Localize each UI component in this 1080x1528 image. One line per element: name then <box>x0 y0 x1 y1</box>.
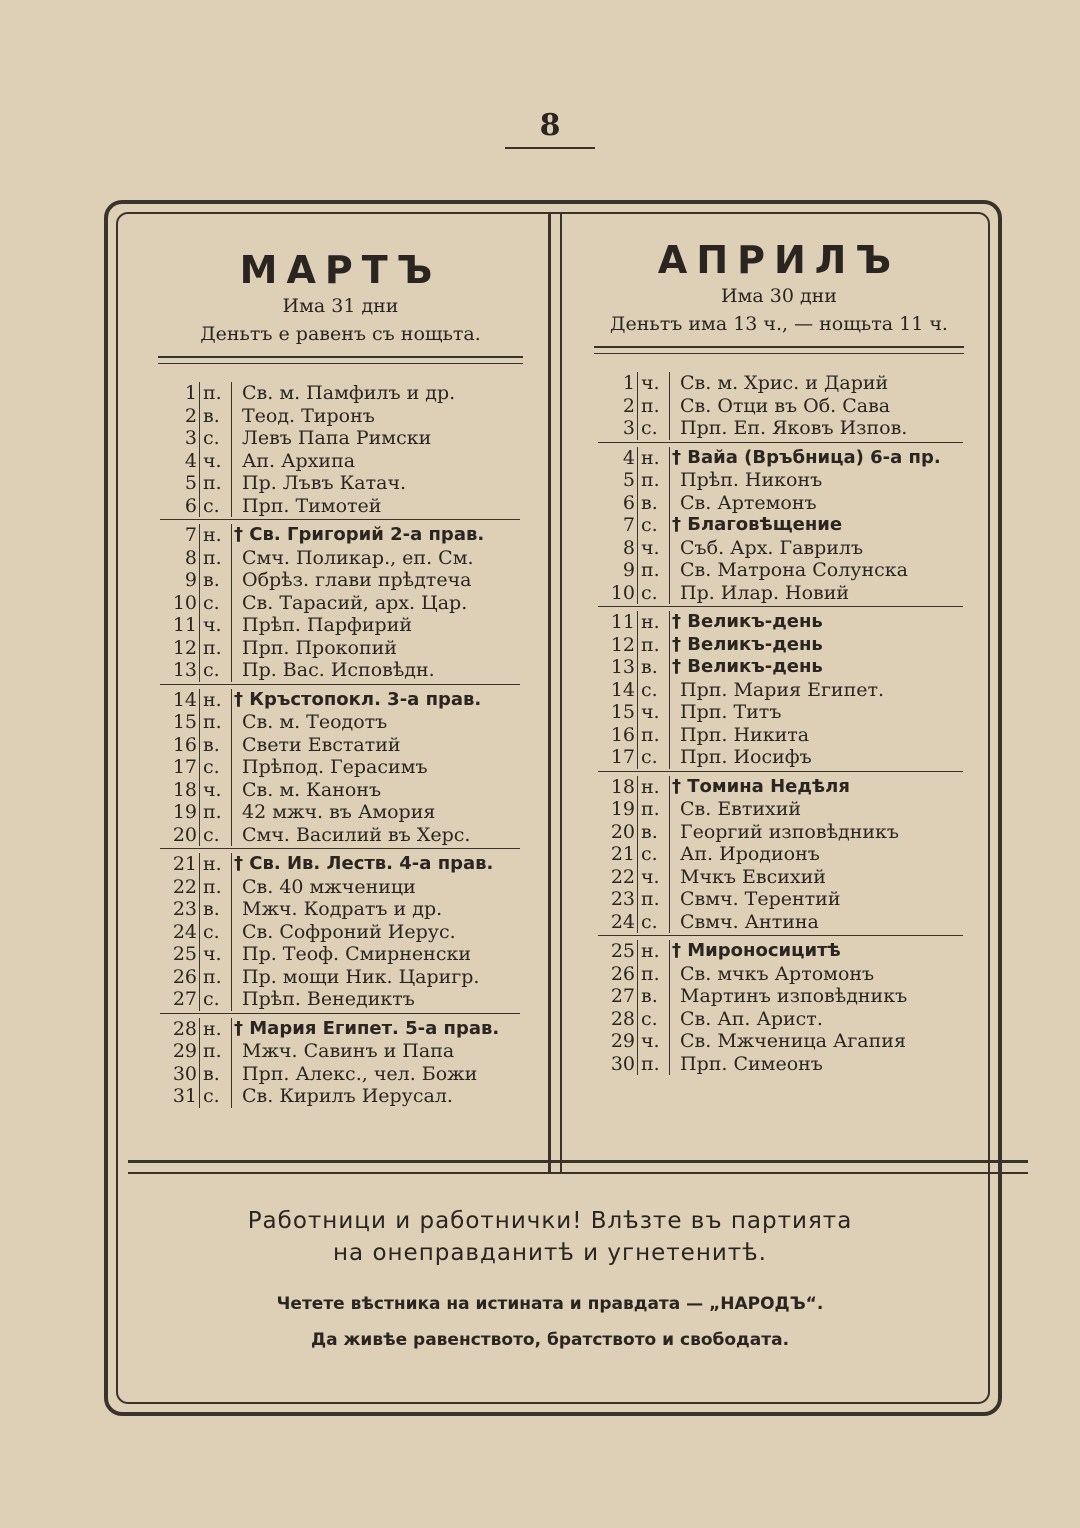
day-number: 26 <box>160 966 200 989</box>
weekday-abbrev: н. <box>200 1018 232 1041</box>
day-number: 5 <box>160 472 200 495</box>
weekday-abbrev: н. <box>200 689 232 712</box>
day-number: 3 <box>160 427 200 450</box>
page-number-rule <box>505 147 595 149</box>
saint-name: Мартинъ изповѣдникъ <box>680 985 908 1007</box>
day-number: 9 <box>160 569 200 592</box>
day-number: 21 <box>160 853 200 876</box>
weekday-abbrev: с. <box>638 1008 670 1031</box>
weekday-abbrev: н. <box>200 853 232 876</box>
day-number: 1 <box>598 372 638 395</box>
day-number: 22 <box>598 866 638 889</box>
feast-day-name: † Св. Ив. Лeств. 4-а прав. <box>234 853 494 874</box>
day-number: 17 <box>598 746 638 769</box>
weekday-abbrev: п. <box>638 634 670 657</box>
weekday-abbrev: с. <box>200 1085 232 1108</box>
april-week-1 <box>598 368 963 443</box>
feast-day-name: † Мироносицитѣ <box>672 940 841 961</box>
day-number: 16 <box>160 734 200 757</box>
saint-name: Смч. Василий въ Херс. <box>242 823 471 846</box>
section-divider <box>128 1160 1028 1174</box>
weekday-abbrev: в. <box>200 1063 232 1086</box>
day-number: 5 <box>598 469 638 492</box>
day-number: 14 <box>598 679 638 702</box>
day-number: 11 <box>598 611 638 634</box>
day-row <box>160 1040 520 1063</box>
march-week-4 <box>160 849 520 1014</box>
april-week-4 <box>598 772 963 937</box>
weekday-abbrev: п. <box>200 711 232 734</box>
saint-name: Прѣп. Никонъ <box>680 469 823 491</box>
day-row <box>160 943 520 966</box>
weekday-abbrev: с. <box>638 514 670 537</box>
feast-day-name: † Вайа (Връбница) 6-а пр. <box>672 446 941 468</box>
feast-day-name: † Великъ-день <box>672 611 823 632</box>
saint-name: Левъ Папа Римски <box>242 427 432 449</box>
weekday-abbrev: н. <box>638 940 670 963</box>
day-row <box>598 724 963 747</box>
weekday-abbrev: п. <box>638 395 670 418</box>
day-number: 20 <box>598 821 638 844</box>
weekday-abbrev: с. <box>638 582 670 605</box>
saint-name: Св. Артемонъ <box>680 491 817 514</box>
saint-name: Мчкъ Евсихий <box>680 865 826 888</box>
day-row <box>598 634 963 657</box>
day-row <box>598 417 963 440</box>
day-number: 18 <box>160 779 200 802</box>
saint-name: Пр. Илар. Новий <box>680 581 850 604</box>
day-row <box>160 711 520 734</box>
weekday-abbrev: н. <box>638 447 670 470</box>
day-row <box>598 679 963 702</box>
weekday-abbrev: ч. <box>200 943 232 966</box>
saint-name: Св. Отци въ Об. Сава <box>680 394 891 417</box>
feast-day-name: † Великъ-день <box>672 656 823 677</box>
day-number: 23 <box>598 888 638 911</box>
weekday-abbrev: п. <box>638 1053 670 1076</box>
weekday-abbrev: п. <box>638 559 670 582</box>
day-row <box>598 776 963 799</box>
weekday-abbrev: ч. <box>200 450 232 473</box>
weekday-abbrev: ч. <box>638 701 670 724</box>
day-number: 21 <box>598 843 638 866</box>
day-number: 29 <box>598 1030 638 1053</box>
weekday-abbrev: н. <box>638 611 670 634</box>
saint-name: Обрѣз. глави прѣдтеча <box>242 569 472 591</box>
day-row <box>598 888 963 911</box>
weekday-abbrev: п. <box>200 547 232 570</box>
weekday-abbrev: п. <box>200 966 232 989</box>
day-number: 30 <box>160 1063 200 1086</box>
day-row <box>160 1063 520 1086</box>
march-daylight: Деньтъ е равенъ съ нощьта. <box>200 323 481 345</box>
page-number: 8 <box>539 108 561 143</box>
april-header <box>594 238 964 354</box>
day-number: 10 <box>160 592 200 615</box>
weekday-abbrev: п. <box>638 888 670 911</box>
saint-name: Прѣпод. Герасимъ <box>242 756 428 778</box>
day-row <box>160 734 520 757</box>
ad-slogan-line1: Работници и работнички! Влѣзте въ партията <box>247 1208 853 1234</box>
saint-name: Св. м. Хрис. и Дарий <box>680 372 889 394</box>
ad-newspaper-line: Четете вѣстника на истината и правдата — „НАРОДЪ“. <box>276 1294 824 1314</box>
day-row <box>598 985 963 1008</box>
march-days-count: Има 31 дни <box>282 295 399 317</box>
party-advertisement <box>150 1205 950 1353</box>
march-week-2 <box>160 520 520 685</box>
weekday-abbrev: с. <box>638 679 670 702</box>
day-row <box>160 1018 520 1041</box>
day-number: 11 <box>160 614 200 637</box>
day-number: 30 <box>598 1053 638 1076</box>
day-row <box>160 921 520 944</box>
day-number: 27 <box>160 988 200 1011</box>
saint-name: Пр. Вас. Исповѣдн. <box>242 659 435 681</box>
march-week-5 <box>160 1014 520 1110</box>
day-row <box>598 963 963 986</box>
day-row <box>160 569 520 592</box>
weekday-abbrev: в. <box>200 898 232 921</box>
saint-name: Прп. Мария Египет. <box>680 678 885 701</box>
saint-name: Мжч. Кодратъ и др. <box>242 898 443 920</box>
april-days-count: Има 30 дни <box>721 285 837 307</box>
day-row <box>160 689 520 712</box>
day-number: 4 <box>160 450 200 473</box>
day-row <box>160 824 520 847</box>
saint-name: Св. Кирилъ Иерусал. <box>242 1085 453 1107</box>
march-week-1 <box>160 378 520 520</box>
march-header-rule <box>158 356 523 364</box>
march-week-3 <box>160 685 520 850</box>
day-number: 13 <box>160 659 200 682</box>
april-day-list <box>598 368 963 1077</box>
april-week-2 <box>598 443 963 608</box>
day-number: 15 <box>160 711 200 734</box>
weekday-abbrev: в. <box>638 821 670 844</box>
day-row <box>598 559 963 582</box>
april-week-3 <box>598 607 963 772</box>
saint-name: Прп. Тимотей <box>242 494 382 517</box>
day-number: 31 <box>160 1085 200 1108</box>
weekday-abbrev: в. <box>638 985 670 1008</box>
feast-day-name: † Мария Египет. 5-а прав. <box>234 1017 500 1039</box>
day-number: 18 <box>598 776 638 799</box>
weekday-abbrev: с. <box>200 824 232 847</box>
weekday-abbrev: ч. <box>638 1030 670 1053</box>
day-row <box>598 537 963 560</box>
weekday-abbrev: н. <box>638 776 670 799</box>
weekday-abbrev: п. <box>200 637 232 660</box>
weekday-abbrev: п. <box>638 798 670 821</box>
saint-name: Георгий изповѣдникъ <box>680 820 900 843</box>
weekday-abbrev: п. <box>200 876 232 899</box>
saint-name: Прѣп. Парфирий <box>242 614 413 636</box>
day-row <box>160 405 520 428</box>
day-number: 19 <box>160 801 200 824</box>
weekday-abbrev: с. <box>638 843 670 866</box>
saint-name: Прп. Алекс., чел. Божи <box>242 1062 478 1085</box>
day-row <box>598 611 963 634</box>
day-row <box>160 966 520 989</box>
day-number: 1 <box>160 382 200 405</box>
weekday-abbrev: с. <box>638 746 670 769</box>
weekday-abbrev: с. <box>200 659 232 682</box>
day-row <box>598 821 963 844</box>
april-title: АПРИЛЪ <box>657 238 901 282</box>
saint-name: Ап. Иродионъ <box>680 843 820 865</box>
ad-slogan-line2: на онеправданитѣ и угнетенитѣ. <box>333 1240 767 1266</box>
weekday-abbrev: с. <box>200 495 232 518</box>
saint-name: 42 мжч. въ Амория <box>242 801 436 823</box>
day-number: 12 <box>160 637 200 660</box>
day-number: 27 <box>598 985 638 1008</box>
day-number: 25 <box>598 940 638 963</box>
day-number: 12 <box>598 634 638 657</box>
day-row <box>598 1030 963 1053</box>
saint-name: Св. Евтихий <box>680 798 802 820</box>
saint-name: Мжч. Савинъ и Папа <box>242 1040 455 1062</box>
day-row <box>598 866 963 889</box>
weekday-abbrev: ч. <box>200 614 232 637</box>
day-number: 13 <box>598 656 638 679</box>
weekday-abbrev: в. <box>638 656 670 679</box>
day-row <box>598 492 963 515</box>
day-row <box>598 1053 963 1076</box>
feast-day-name: † Благовѣщение <box>672 514 843 535</box>
weekday-abbrev: с. <box>200 427 232 450</box>
weekday-abbrev: в. <box>200 569 232 592</box>
saint-name: Св. м. Памфилъ и др. <box>242 382 456 404</box>
weekday-abbrev: п. <box>638 724 670 747</box>
day-row <box>598 940 963 963</box>
feast-day-name: † Св. Григорий 2-а прав. <box>234 524 485 545</box>
day-number: 10 <box>598 582 638 605</box>
day-row <box>160 853 520 876</box>
day-number: 8 <box>160 547 200 570</box>
day-row <box>160 637 520 660</box>
column-divider <box>548 212 562 1172</box>
weekday-abbrev: с. <box>638 417 670 440</box>
day-row <box>160 876 520 899</box>
day-number: 6 <box>598 492 638 515</box>
day-number: 3 <box>598 417 638 440</box>
weekday-abbrev: в. <box>200 734 232 757</box>
day-row <box>160 779 520 802</box>
day-number: 15 <box>598 701 638 724</box>
saint-name: Прѣп. Венедиктъ <box>242 988 415 1010</box>
day-row <box>160 1085 520 1108</box>
day-number: 8 <box>598 537 638 560</box>
day-number: 20 <box>160 824 200 847</box>
saint-name: Пр. мощи Ник. Царигр. <box>242 965 480 988</box>
day-row <box>598 514 963 537</box>
day-number: 7 <box>160 524 200 547</box>
saint-name: Съб. Арх. Гаврилъ <box>680 536 864 559</box>
saint-name: Прп. Прокопий <box>242 636 397 659</box>
weekday-abbrev: с. <box>200 921 232 944</box>
day-row <box>598 701 963 724</box>
weekday-abbrev: ч. <box>200 779 232 802</box>
day-row <box>598 911 963 934</box>
april-header-rule <box>594 346 964 354</box>
saint-name: Прп. Симеонъ <box>680 1052 823 1075</box>
day-number: 23 <box>160 898 200 921</box>
weekday-abbrev: п. <box>638 469 670 492</box>
saint-name: Пр. Лъвъ Катач. <box>242 472 407 494</box>
weekday-abbrev: н. <box>200 524 232 547</box>
day-number: 2 <box>160 405 200 428</box>
day-row <box>160 547 520 570</box>
saint-name: Свмч. Терентий <box>680 888 841 910</box>
saint-name: Св. Софроний Иерус. <box>242 920 456 943</box>
day-number: 14 <box>160 689 200 712</box>
day-number: 7 <box>598 514 638 537</box>
day-number: 29 <box>160 1040 200 1063</box>
weekday-abbrev: с. <box>638 911 670 934</box>
day-row <box>598 447 963 470</box>
day-row <box>160 524 520 547</box>
day-number: 6 <box>160 495 200 518</box>
weekday-abbrev: с. <box>200 988 232 1011</box>
saint-name: Теод. Тиронъ <box>242 404 375 427</box>
day-row <box>160 472 520 495</box>
day-row <box>160 592 520 615</box>
saint-name: Св. м. Теодотъ <box>242 711 388 733</box>
day-row <box>598 1008 963 1031</box>
april-week-5 <box>598 936 963 1077</box>
march-title: МАРТЪ <box>239 248 442 292</box>
day-row <box>598 656 963 679</box>
day-number: 2 <box>598 395 638 418</box>
weekday-abbrev: п. <box>200 472 232 495</box>
saint-name: Св. Мжченица Агапия <box>680 1030 906 1052</box>
ad-motto-line: Да живѣе равенството, братството и свободата. <box>310 1330 790 1350</box>
day-row <box>160 659 520 682</box>
april-daylight: Деньтъ има 13 ч., — нощьта 11 ч. <box>610 313 948 335</box>
feast-day-name: † Кръстопокл. 3-а прав. <box>234 688 482 710</box>
saint-name: Св. 40 мжченици <box>242 875 416 898</box>
saint-name: Прп. Никита <box>680 723 810 746</box>
feast-day-name: † Томина Недѣля <box>672 775 850 797</box>
day-row <box>160 382 520 405</box>
saint-name: Св. Тарасий, арх. Цар. <box>242 591 468 614</box>
saint-name: Пр. Теоф. Смирненски <box>242 943 472 965</box>
weekday-abbrev: ч. <box>638 372 670 395</box>
weekday-abbrev: с. <box>200 756 232 779</box>
saint-name: Ап. Архипа <box>242 449 356 472</box>
day-number: 9 <box>598 559 638 582</box>
saint-name: Св. Ап. Арист. <box>680 1007 823 1030</box>
day-row <box>160 427 520 450</box>
saint-name: Свмч. Антина <box>680 910 819 933</box>
saint-name: Свети Евстатий <box>242 733 401 756</box>
day-number: 24 <box>598 911 638 934</box>
day-row <box>160 756 520 779</box>
day-number: 22 <box>160 876 200 899</box>
day-number: 26 <box>598 963 638 986</box>
day-number: 4 <box>598 447 638 470</box>
weekday-abbrev: в. <box>200 405 232 428</box>
day-number: 25 <box>160 943 200 966</box>
day-number: 28 <box>598 1008 638 1031</box>
weekday-abbrev: ч. <box>638 866 670 889</box>
day-row <box>160 450 520 473</box>
day-row <box>598 469 963 492</box>
day-row <box>160 801 520 824</box>
saint-name: Смч. Поликар., еп. См. <box>242 546 474 569</box>
weekday-abbrev: ч. <box>638 537 670 560</box>
weekday-abbrev: п. <box>638 963 670 986</box>
day-number: 17 <box>160 756 200 779</box>
day-row <box>598 798 963 821</box>
day-number: 19 <box>598 798 638 821</box>
saint-name: Прп. Еп. Яковъ Изпов. <box>680 417 908 439</box>
day-row <box>598 746 963 769</box>
day-number: 24 <box>160 921 200 944</box>
saint-name: Св. Матрона Солунска <box>680 559 908 581</box>
weekday-abbrev: в. <box>638 492 670 515</box>
march-day-list <box>160 378 520 1110</box>
weekday-abbrev: п. <box>200 1040 232 1063</box>
saint-name: Прп. Иосифъ <box>680 746 812 768</box>
day-row <box>598 843 963 866</box>
weekday-abbrev: с. <box>200 592 232 615</box>
day-row <box>160 898 520 921</box>
march-header <box>158 248 523 364</box>
weekday-abbrev: п. <box>200 382 232 405</box>
day-row <box>598 395 963 418</box>
day-row <box>160 495 520 518</box>
day-row <box>160 614 520 637</box>
day-row <box>598 582 963 605</box>
day-number: 16 <box>598 724 638 747</box>
day-row <box>160 988 520 1011</box>
day-number: 28 <box>160 1018 200 1041</box>
saint-name: Св. м. Канонъ <box>242 778 382 801</box>
saint-name: Прп. Титъ <box>680 701 782 723</box>
saint-name: Св. мчкъ Артомонъ <box>680 962 875 985</box>
day-row <box>598 372 963 395</box>
feast-day-name: † Великъ-день <box>672 633 823 655</box>
weekday-abbrev: п. <box>200 801 232 824</box>
